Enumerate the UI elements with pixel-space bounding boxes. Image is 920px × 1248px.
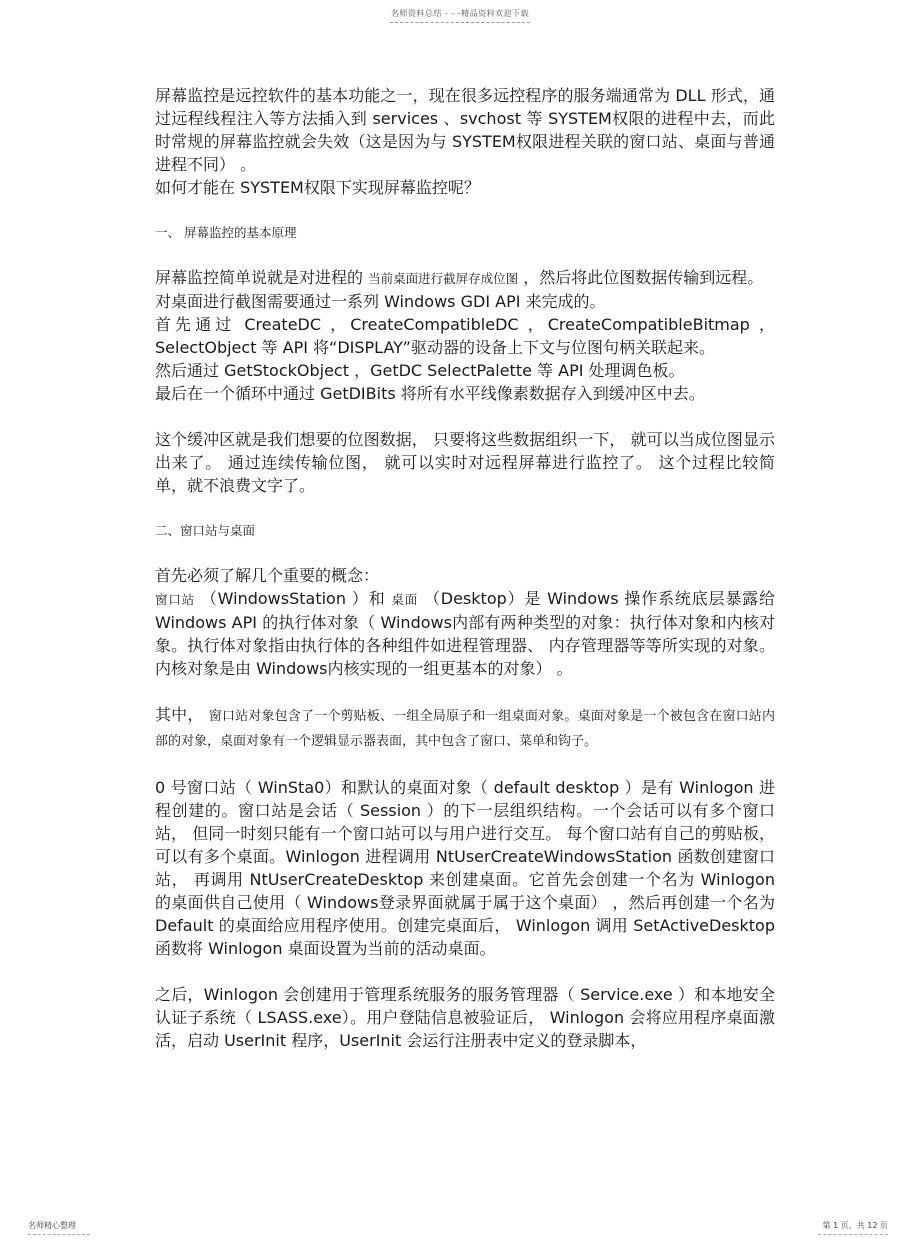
s2-paragraph-1: 首先必须了解几个重要的概念：: [155, 566, 380, 585]
s2-paragraph-4: 0 号窗口站（ WinSta0）和默认的桌面对象（ default desktop ）是有 Winlogon 进程创建的。窗口站是会话（ Session ）的下一层组织结构。一个会话可以有多个窗口站， 但同一时刻只能有一个窗口站可以与用户进行交互。 每个窗口站有自己的剪贴板，可以有多个桌面。Winlogon 进程调用 NtUserCreateWindowsStation 函数创建窗口站， 再调用 NtUserCreateDesktop 来创建桌面。它首先会创建一个名为 Winlogon 的桌面供自己使用（ Windows登录界面就属于属于这个桌面） ，然后再创建一个名为 Default 的桌面给应用程序使用。创建完桌面后， Winlogon 调用 SetActiveDesktop 函数将 Winlogon 桌面设置为当前的活动桌面。: [155, 778, 775, 958]
s1-paragraph-6: 这个缓冲区就是我们想要的位图数据， 只要将这些数据组织一下， 就可以当成位图显示出来了。 通过连续传输位图， 就可以实时对远程屏幕进行监控了。 这个过程比较简单，就不浪费文字了。: [155, 430, 775, 495]
s1-paragraph-1: [155, 266, 775, 290]
s2-p3-part-a: 其中，: [155, 705, 204, 724]
s1-paragraph-5: 最后在一个循环中通过 GetDIBits 将所有水平线像素数据存入到缓冲区中去。: [155, 384, 705, 403]
s2-paragraph-3: [155, 703, 775, 753]
s2-paragraph-2: [155, 587, 775, 680]
spacer: [155, 405, 775, 428]
s2-p2-term-desktop: 桌面: [391, 592, 419, 607]
header-divider: [390, 22, 530, 23]
s2-p2-term-winstation: 窗口站: [155, 592, 195, 607]
footer-divider-left: [28, 1234, 90, 1235]
spacer: [155, 753, 775, 776]
page-number: 第 1 页，共 12 页: [822, 1221, 888, 1230]
s1-p1-part-c: ，然后将此位图数据传输到远程。: [523, 268, 764, 287]
section-2-title: 二、窗口站与桌面: [155, 523, 256, 538]
document-body: [155, 84, 775, 1052]
spacer: [155, 960, 775, 983]
s1-p1-emphasis: 当前桌面进行截屏存成位图: [368, 271, 519, 286]
section-1-title: 一、 屏幕监控的基本原理: [155, 225, 297, 240]
page-header: 名师资料总结 - - -精品资料欢迎下载: [390, 9, 530, 18]
s1-paragraph-3: 首先通过 CreateDC ，CreateCompatibleDC ，CreateCompatibleBitmap ，SelectObject 等 API 将“DISPLAY”驱动器的设备上下文与位图句柄关联起来。: [155, 315, 775, 357]
s1-paragraph-2: 对桌面进行截图需要通过一系列 Windows GDI API 来完成的。: [155, 292, 606, 311]
s2-paragraph-5: 之后，Winlogon 会创建用于管理系统服务的服务管理器（ Service.exe ）和本地安全认证子系统（ LSASS.exe）。用户登陆信息被验证后， Winlogon 会将应用程序桌面激活，启动 UserInit 程序，UserInit 会运行注册表中定义的登录脚本，: [155, 985, 775, 1050]
s2-p2-part-d: （Desktop）是 Windows 操作系统底层暴露给 Windows API 的执行体对象（ Windows内部有两种类型的对象：执行体对象和内核对象。执行体对象指由执行体的各种组件如进程管理器、 内存管理器等等所实现的对象。内核对象是由 Windows内核实现的一组更基本的对象） 。: [155, 589, 775, 678]
s1-paragraph-4: 然后通过 GetStockObject ，GetDC SelectPalette 等 API 处理调色板。: [155, 361, 685, 380]
s1-p1-part-a: 屏幕监控简单说就是对进程的: [155, 268, 364, 287]
question-paragraph: 如何才能在 SYSTEM权限下实现屏幕监控呢？: [155, 178, 480, 197]
footer-left-text: 名师精心整理: [28, 1221, 76, 1230]
intro-paragraph: 屏幕监控是远控软件的基本功能之一，现在很多远控程序的服务端通常为 DLL 形式，通过远程线程注入等方法插入到 services 、svchost 等 SYSTEM权限的进程中去，而此时常规的屏幕监控就会失效（这是因为与 SYSTEM权限进程关联的窗口站、桌面与普通进程不同） 。: [155, 86, 775, 174]
footer-divider-right: [818, 1234, 888, 1235]
s2-p3-note: 窗口站对象包含了一个剪贴板、一组全局原子和一组桌面对象。桌面对象是一个被包含在窗口站内部的对象，桌面对象有一个逻辑显示器表面，其中包含了窗口、菜单和钩子。: [155, 709, 775, 749]
spacer: [155, 680, 775, 703]
s2-p2-part-b: （WindowsStation ）和: [200, 589, 386, 608]
